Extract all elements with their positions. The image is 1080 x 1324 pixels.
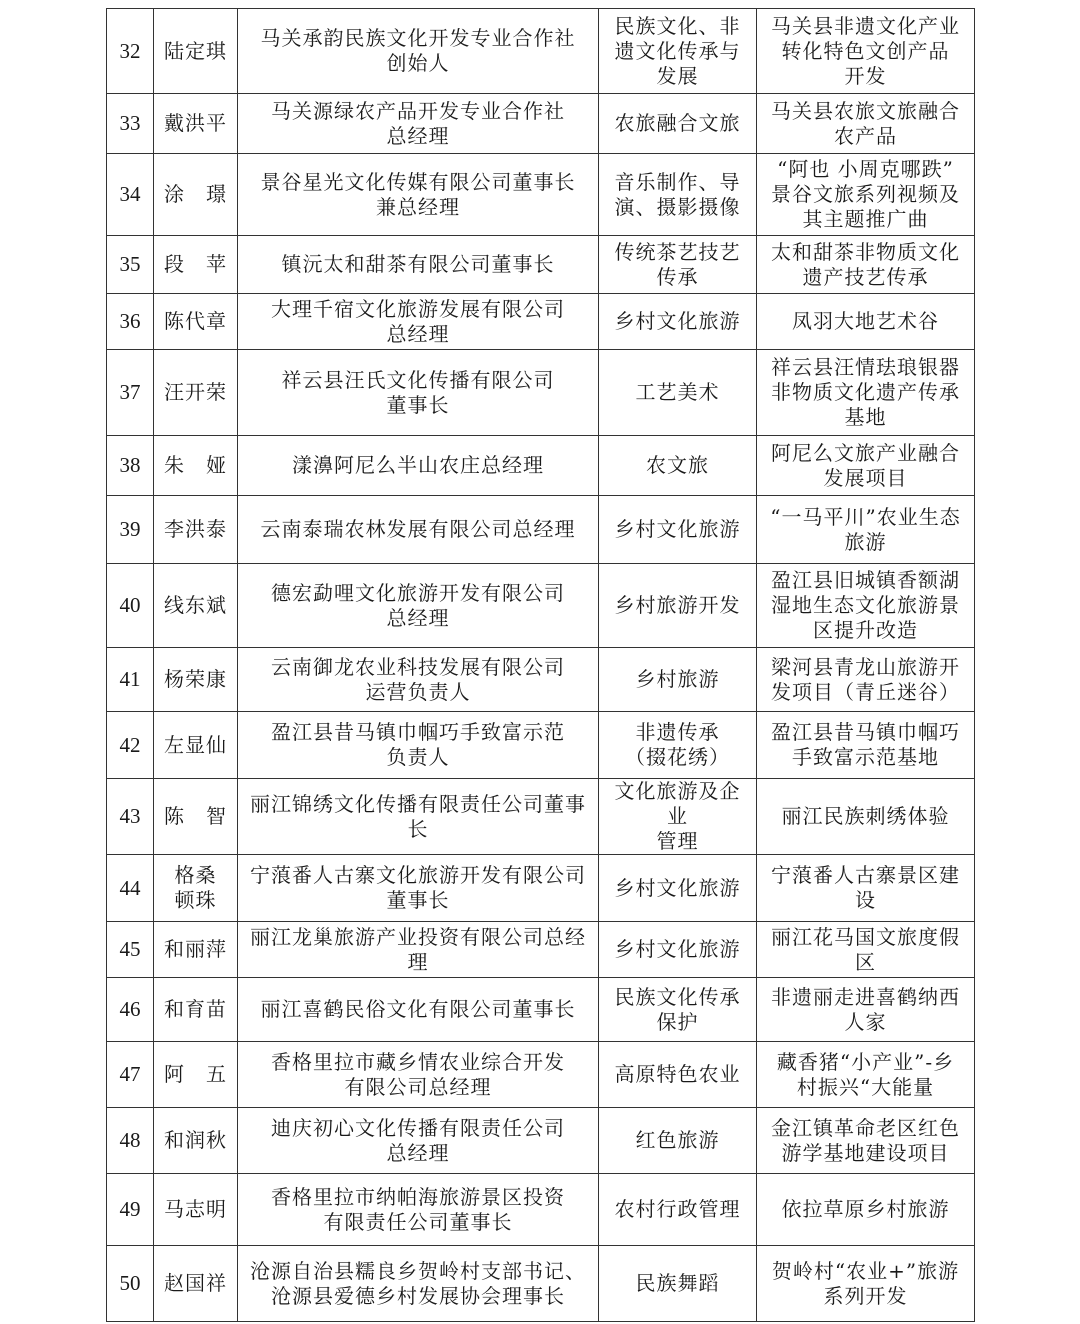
company-position-cell — [238, 9, 599, 94]
project-name: 藏香猪“小产业”-乡 村振兴“大能量 — [776, 1049, 955, 1099]
project-name-cell — [757, 294, 975, 350]
person-name: 李洪泰 — [164, 517, 227, 541]
field-of-expertise-cell — [599, 712, 757, 779]
person-name-cell — [154, 922, 238, 978]
table-row — [107, 855, 975, 922]
person-name-cell — [154, 712, 238, 779]
row-number-cell — [107, 236, 154, 294]
field-of-expertise: 民族舞蹈 — [635, 1271, 720, 1295]
project-name-cell — [757, 1246, 975, 1322]
project-name-cell — [757, 712, 975, 779]
person-name: 朱 娅 — [164, 453, 227, 477]
person-name: 线东斌 — [164, 593, 227, 617]
company-position-cell — [238, 978, 599, 1042]
company-position: 大理千宿文化旅游发展有限公司 总经理 — [271, 296, 565, 346]
project-name-cell — [757, 94, 975, 154]
table-row — [107, 236, 975, 294]
person-name-cell — [154, 154, 238, 236]
company-position-cell — [238, 436, 599, 496]
row-number: 47 — [119, 1062, 141, 1086]
row-number-cell — [107, 436, 154, 496]
person-name: 和丽萍 — [164, 937, 227, 961]
project-name-cell — [757, 978, 975, 1042]
company-position-cell — [238, 1042, 599, 1108]
company-position: 丽江龙巢旅游产业投资有限公司总经理 — [250, 924, 586, 974]
row-number-cell — [107, 922, 154, 978]
project-name: 梁河县青龙山旅游开 发项目（青丘迷谷） — [771, 654, 960, 704]
table-body — [107, 9, 975, 1322]
company-position-cell — [238, 1246, 599, 1322]
row-number-cell — [107, 350, 154, 436]
field-of-expertise: 工艺美术 — [635, 380, 720, 404]
person-name: 戴洪平 — [164, 111, 227, 135]
field-of-expertise-cell — [599, 564, 757, 648]
project-name-cell — [757, 922, 975, 978]
project-name: 丽江花马国文旅度假区 — [771, 924, 960, 974]
field-of-expertise: 传统茶艺技艺 传承 — [614, 239, 741, 289]
company-position-cell — [238, 712, 599, 779]
project-name: 太和甜茶非物质文化 遗产技艺传承 — [771, 239, 960, 289]
project-name: 马关县非遗文化产业 转化特色文创产品 开发 — [771, 13, 960, 88]
table-row — [107, 94, 975, 154]
field-of-expertise: 乡村旅游 — [635, 667, 720, 691]
field-of-expertise: 民族文化传承 保护 — [614, 984, 741, 1034]
project-name-cell — [757, 154, 975, 236]
project-name: 依拉草原乡村旅游 — [781, 1197, 950, 1221]
field-of-expertise-cell — [599, 436, 757, 496]
company-position: 镇沅太和甜茶有限公司董事长 — [281, 252, 555, 276]
table-row — [107, 350, 975, 436]
field-of-expertise-cell — [599, 1042, 757, 1108]
row-number-cell — [107, 712, 154, 779]
person-name-cell — [154, 1108, 238, 1174]
table-row — [107, 978, 975, 1042]
project-name: 马关县农旅文旅融合 农产品 — [771, 98, 960, 148]
field-of-expertise-cell — [599, 9, 757, 94]
person-name: 阿 五 — [164, 1062, 227, 1086]
table-row — [107, 9, 975, 94]
company-position-cell — [238, 564, 599, 648]
field-of-expertise: 农文旅 — [646, 453, 709, 477]
table-row — [107, 1108, 975, 1174]
row-number: 43 — [119, 804, 141, 828]
person-name-cell — [154, 648, 238, 712]
field-of-expertise: 红色旅游 — [635, 1128, 720, 1152]
field-of-expertise-cell — [599, 294, 757, 350]
row-number: 33 — [119, 111, 141, 135]
row-number: 34 — [119, 182, 141, 206]
field-of-expertise: 乡村文化旅游 — [614, 309, 741, 333]
person-name: 陆定琪 — [164, 38, 227, 63]
field-of-expertise: 音乐制作、导 演、摄影摄像 — [614, 169, 741, 219]
project-name-cell — [757, 564, 975, 648]
row-number: 46 — [119, 997, 141, 1021]
company-position-cell — [238, 154, 599, 236]
project-name-cell — [757, 1108, 975, 1174]
field-of-expertise: 农村行政管理 — [614, 1197, 741, 1221]
row-number-cell — [107, 1108, 154, 1174]
row-number: 45 — [119, 937, 141, 961]
project-name: 祥云县汪情珐琅银器 非物质文化遗产传承 基地 — [771, 355, 960, 429]
company-position: 云南御龙农业科技发展有限公司 运营负责人 — [271, 654, 565, 704]
row-number-cell — [107, 1174, 154, 1246]
row-number-cell — [107, 855, 154, 922]
table-row — [107, 648, 975, 712]
table-row — [107, 436, 975, 496]
field-of-expertise-cell — [599, 1108, 757, 1174]
project-name: 宁蒗番人古寨景区建设 — [771, 863, 960, 912]
field-of-expertise: 乡村文化旅游 — [614, 875, 741, 900]
company-position: 漾濞阿尼么半山农庄总经理 — [292, 453, 544, 477]
person-name: 涂 璟 — [164, 182, 227, 206]
person-name-cell — [154, 1174, 238, 1246]
field-of-expertise: 乡村文化旅游 — [614, 937, 741, 961]
row-number-cell — [107, 294, 154, 350]
project-name-cell — [757, 648, 975, 712]
project-name-cell — [757, 496, 975, 564]
table-row — [107, 294, 975, 350]
project-name-cell — [757, 1042, 975, 1108]
company-position-cell — [238, 350, 599, 436]
project-name: 盈江县旧城镇香额湖 湿地生态文化旅游景 区提升改造 — [771, 568, 960, 642]
project-name: 阿尼么文旅产业融合 发展项目 — [771, 440, 960, 490]
company-position-cell — [238, 1108, 599, 1174]
person-name-cell — [154, 294, 238, 350]
company-position: 盈江县昔马镇巾帼巧手致富示范 负责人 — [271, 720, 565, 769]
company-position-cell — [238, 922, 599, 978]
field-of-expertise-cell — [599, 855, 757, 922]
table-row — [107, 712, 975, 779]
table-row — [107, 1174, 975, 1246]
project-name: 丽江民族刺绣体验 — [781, 804, 950, 828]
row-number: 41 — [119, 667, 141, 691]
table-row — [107, 496, 975, 564]
company-position: 沧源自治县糯良乡贺岭村支部书记、 沧源县爱德乡村发展协会理事长 — [250, 1258, 586, 1308]
field-of-expertise-cell — [599, 94, 757, 154]
person-name-cell — [154, 94, 238, 154]
person-name-cell — [154, 350, 238, 436]
project-name: 凤羽大地艺术谷 — [792, 309, 939, 333]
field-of-expertise: 非遗传承 （掇花绣） — [625, 720, 730, 769]
field-of-expertise-cell — [599, 1246, 757, 1322]
project-name: 盈江县昔马镇巾帼巧 手致富示范基地 — [771, 720, 960, 769]
field-of-expertise-cell — [599, 779, 757, 855]
project-name-cell — [757, 855, 975, 922]
row-number-cell — [107, 1246, 154, 1322]
company-position-cell — [238, 779, 599, 855]
company-position: 丽江锦绣文化传播有限责任公司董事长 — [250, 791, 586, 841]
row-number: 35 — [119, 252, 141, 276]
field-of-expertise-cell — [599, 154, 757, 236]
row-number-cell — [107, 564, 154, 648]
person-name: 赵国祥 — [164, 1271, 227, 1295]
row-number-cell — [107, 496, 154, 564]
person-name-cell — [154, 978, 238, 1042]
field-of-expertise-cell — [599, 648, 757, 712]
field-of-expertise-cell — [599, 236, 757, 294]
table-row — [107, 154, 975, 236]
row-number: 49 — [119, 1197, 141, 1221]
field-of-expertise-cell — [599, 978, 757, 1042]
person-name: 和育苗 — [164, 997, 227, 1021]
row-number: 48 — [119, 1128, 141, 1152]
field-of-expertise-cell — [599, 1174, 757, 1246]
person-name-cell — [154, 496, 238, 564]
row-number: 44 — [119, 875, 141, 900]
person-name-cell — [154, 9, 238, 94]
table-row — [107, 1246, 975, 1322]
table-row — [107, 779, 975, 855]
project-name: 贺岭村“农业+”旅游 系列开发 — [771, 1258, 960, 1308]
project-name: “一马平川”农业生态 旅游 — [770, 504, 961, 554]
row-number: 50 — [119, 1271, 141, 1295]
person-name: 和润秋 — [164, 1128, 227, 1152]
field-of-expertise: 高原特色农业 — [614, 1062, 741, 1086]
person-name-cell — [154, 855, 238, 922]
row-number-cell — [107, 1042, 154, 1108]
row-number: 39 — [119, 517, 141, 541]
project-name-cell — [757, 236, 975, 294]
company-position: 马关源绿农产品开发专业合作社 总经理 — [271, 98, 565, 148]
company-position: 景谷星光文化传媒有限公司董事长 兼总经理 — [260, 169, 576, 219]
company-position: 丽江喜鹤民俗文化有限公司董事长 — [260, 997, 576, 1021]
person-name: 汪开荣 — [164, 380, 227, 404]
row-number: 37 — [119, 380, 141, 404]
project-name-cell — [757, 436, 975, 496]
company-position: 香格里拉市纳帕海旅游景区投资 有限责任公司董事长 — [271, 1184, 565, 1234]
project-name-cell — [757, 350, 975, 436]
company-position: 云南泰瑞农林发展有限公司总经理 — [260, 517, 576, 541]
person-name: 陈代章 — [164, 309, 227, 333]
person-name-cell — [154, 1042, 238, 1108]
project-name-cell — [757, 1174, 975, 1246]
company-position: 迪庆初心文化传播有限责任公司 总经理 — [271, 1115, 565, 1165]
company-position-cell — [238, 855, 599, 922]
field-of-expertise-cell — [599, 496, 757, 564]
company-position-cell — [238, 648, 599, 712]
row-number: 42 — [119, 732, 141, 757]
person-name: 陈 智 — [164, 804, 227, 828]
person-name-cell — [154, 436, 238, 496]
project-name-cell — [757, 779, 975, 855]
project-name: 非遗丽走进喜鹤纳西 人家 — [771, 984, 960, 1034]
field-of-expertise: 文化旅游及企业 管理 — [614, 779, 741, 853]
field-of-expertise-cell — [599, 922, 757, 978]
person-name-cell — [154, 564, 238, 648]
row-number: 40 — [119, 593, 141, 617]
company-position-cell — [238, 236, 599, 294]
person-name: 马志明 — [164, 1197, 227, 1221]
field-of-expertise: 民族文化、非 遗文化传承与 发展 — [614, 13, 741, 88]
person-name: 杨荣康 — [164, 667, 227, 691]
person-name: 段 苹 — [164, 252, 227, 276]
person-name: 左显仙 — [164, 732, 227, 757]
table-row — [107, 922, 975, 978]
company-position: 香格里拉市藏乡情农业综合开发 有限公司总经理 — [271, 1049, 565, 1099]
company-position-cell — [238, 496, 599, 564]
field-of-expertise: 乡村文化旅游 — [614, 517, 741, 541]
company-position-cell — [238, 294, 599, 350]
project-name: 金江镇革命老区红色 游学基地建设项目 — [771, 1115, 960, 1165]
row-number-cell — [107, 648, 154, 712]
person-name-cell — [154, 779, 238, 855]
project-name-cell — [757, 9, 975, 94]
company-position-cell — [238, 1174, 599, 1246]
field-of-expertise: 乡村旅游开发 — [614, 593, 741, 617]
row-number: 38 — [119, 453, 141, 477]
row-number: 36 — [119, 309, 141, 333]
row-number-cell — [107, 779, 154, 855]
company-position: 马关承韵民族文化开发专业合作社 创始人 — [260, 26, 576, 75]
company-position: 宁蒗番人古寨文化旅游开发有限公司 董事长 — [250, 863, 586, 912]
company-position: 祥云县汪氏文化传播有限公司 董事长 — [281, 367, 555, 417]
row-number-cell — [107, 978, 154, 1042]
personnel-table — [106, 8, 975, 1322]
table-row — [107, 564, 975, 648]
row-number: 32 — [119, 38, 141, 63]
row-number-cell — [107, 9, 154, 94]
company-position: 德宏勐哩文化旅游开发有限公司 总经理 — [271, 580, 565, 630]
row-number-cell — [107, 94, 154, 154]
row-number-cell — [107, 154, 154, 236]
field-of-expertise-cell — [599, 350, 757, 436]
table-row — [107, 1042, 975, 1108]
person-name: 格桑 顿珠 — [174, 863, 217, 912]
project-name: “阿也 小周克哪跌” 景谷文旅系列视频及 其主题推广曲 — [771, 157, 960, 231]
person-name-cell — [154, 1246, 238, 1322]
company-position-cell — [238, 94, 599, 154]
person-name-cell — [154, 236, 238, 294]
field-of-expertise: 农旅融合文旅 — [614, 111, 741, 135]
